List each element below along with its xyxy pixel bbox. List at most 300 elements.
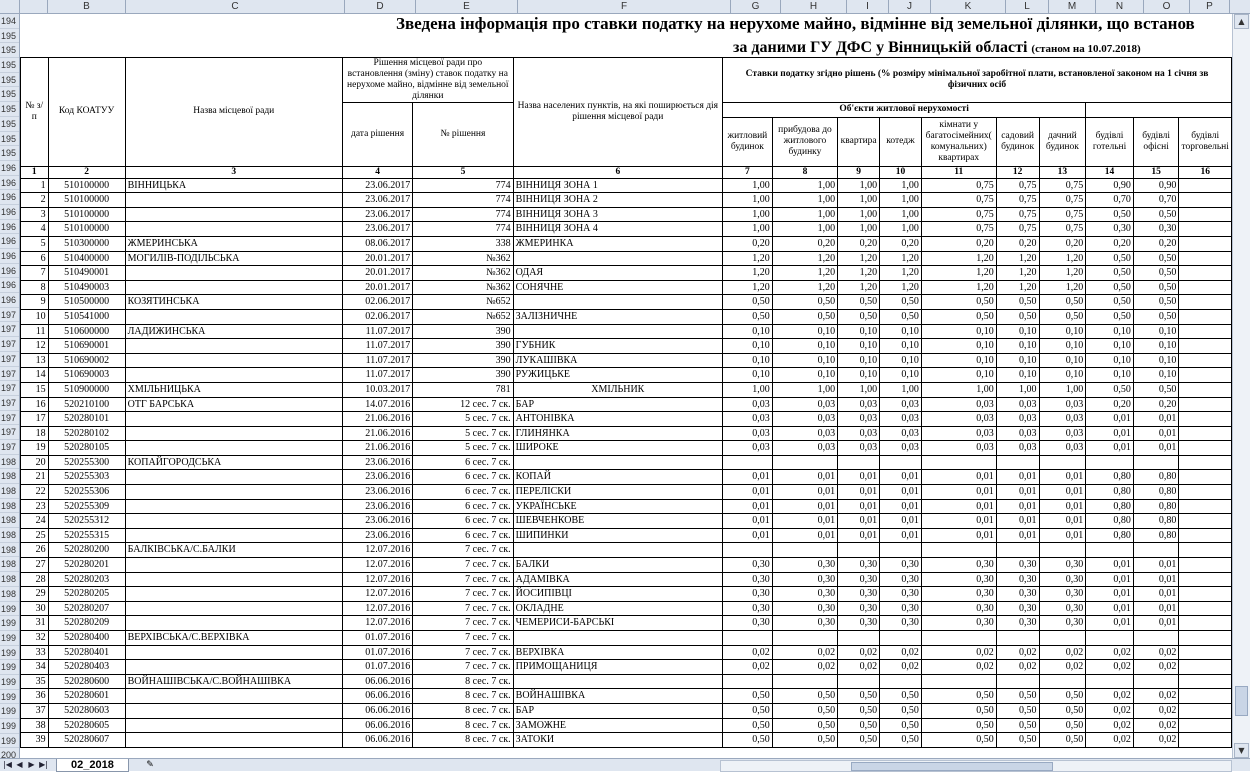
table-cell[interactable] [125, 412, 342, 427]
table-cell[interactable]: 1,20 [880, 266, 922, 281]
table-cell[interactable]: 520280607 [48, 733, 125, 748]
table-cell[interactable]: 1,00 [722, 207, 772, 222]
table-cell[interactable]: 1,20 [996, 266, 1039, 281]
table-cell[interactable]: 0,90 [1133, 178, 1179, 193]
table-cell[interactable] [1179, 689, 1232, 704]
table-cell[interactable]: 29 [21, 587, 49, 602]
table-cell[interactable]: 0,10 [996, 353, 1039, 368]
table-cell[interactable]: 0,03 [880, 397, 922, 412]
table-cell[interactable]: ВОЙНАШІВКА [513, 689, 722, 704]
table-cell[interactable]: 4 [21, 222, 49, 237]
table-cell[interactable] [1179, 251, 1232, 266]
table-cell[interactable]: 38 [21, 718, 49, 733]
table-cell[interactable]: 0,30 [996, 572, 1039, 587]
row-number[interactable]: 197 [0, 381, 19, 396]
table-cell[interactable]: 0,50 [921, 295, 996, 310]
table-cell[interactable]: 1,00 [1039, 382, 1086, 397]
table-cell[interactable]: 30 [21, 601, 49, 616]
table-cell[interactable]: 7 сес. 7 ск. [413, 587, 513, 602]
table-cell[interactable]: 0,02 [722, 645, 772, 660]
table-cell[interactable]: 0,50 [880, 295, 922, 310]
table-cell[interactable]: ЗАМОЖНЕ [513, 718, 722, 733]
table-cell[interactable]: 0,10 [1039, 368, 1086, 383]
table-cell[interactable] [1179, 222, 1232, 237]
table-cell[interactable]: 0,10 [772, 339, 837, 354]
table-cell[interactable]: ЖМЕРИНСЬКА [125, 236, 342, 251]
table-cell[interactable]: 0,02 [722, 660, 772, 675]
table-cell[interactable]: 0,01 [838, 499, 880, 514]
table-cell[interactable]: 520280603 [48, 703, 125, 718]
table-cell[interactable]: 0,50 [722, 733, 772, 748]
table-cell[interactable]: 0,50 [880, 703, 922, 718]
table-cell[interactable]: 0,02 [1133, 718, 1179, 733]
table-cell[interactable] [125, 353, 342, 368]
table-cell[interactable] [838, 543, 880, 558]
row-number[interactable]: 198 [0, 572, 19, 587]
table-cell[interactable]: 0,01 [1133, 587, 1179, 602]
table-cell[interactable] [1179, 572, 1232, 587]
table-cell[interactable]: ОДАЯ [513, 266, 722, 281]
table-cell[interactable]: 12.07.2016 [342, 601, 412, 616]
table-cell[interactable]: 0,30 [838, 572, 880, 587]
table-cell[interactable]: 02.06.2017 [342, 295, 412, 310]
table-cell[interactable]: 0,01 [921, 485, 996, 500]
table-cell[interactable]: 0,20 [1133, 397, 1179, 412]
row-number[interactable]: 199 [0, 660, 19, 675]
scroll-down-icon[interactable]: ▼ [1234, 743, 1249, 758]
table-cell[interactable] [1039, 543, 1086, 558]
table-cell[interactable]: 0,10 [1133, 353, 1179, 368]
table-cell[interactable]: 0,20 [1039, 236, 1086, 251]
table-cell[interactable]: 0,75 [996, 207, 1039, 222]
table-cell[interactable]: 32 [21, 631, 49, 646]
table-cell[interactable] [1179, 324, 1232, 339]
table-cell[interactable]: 21.06.2016 [342, 412, 412, 427]
table-cell[interactable]: 0,01 [996, 528, 1039, 543]
row-number[interactable]: 198 [0, 513, 19, 528]
table-cell[interactable]: 12.07.2016 [342, 587, 412, 602]
table-cell[interactable] [1086, 455, 1134, 470]
scroll-up-icon[interactable]: ▲ [1234, 14, 1249, 29]
table-cell[interactable]: 0,02 [1086, 703, 1134, 718]
table-cell[interactable]: 1,20 [838, 280, 880, 295]
table-cell[interactable]: 1,20 [1039, 280, 1086, 295]
table-cell[interactable]: 0,30 [921, 587, 996, 602]
table-cell[interactable] [1133, 455, 1179, 470]
table-cell[interactable]: 0,30 [1086, 222, 1134, 237]
row-number[interactable]: 200 [0, 748, 19, 758]
table-cell[interactable]: 0,10 [921, 353, 996, 368]
table-cell[interactable]: 1,00 [921, 382, 996, 397]
table-cell[interactable]: 0,01 [880, 514, 922, 529]
table-cell[interactable]: ГЛИНЯНКА [513, 426, 722, 441]
table-cell[interactable]: 14 [21, 368, 49, 383]
table-cell[interactable] [1179, 236, 1232, 251]
table-cell[interactable]: 6 [21, 251, 49, 266]
table-cell[interactable]: 6 сес. 7 ск. [413, 514, 513, 529]
table-cell[interactable]: 0,80 [1086, 470, 1134, 485]
table-cell[interactable]: 0,10 [880, 353, 922, 368]
table-cell[interactable]: 22 [21, 485, 49, 500]
sheet-tab-active[interactable]: 02_2018 [56, 759, 129, 772]
table-cell[interactable]: 06.06.2016 [342, 674, 412, 689]
table-cell[interactable]: 20.01.2017 [342, 251, 412, 266]
table-cell[interactable] [1086, 674, 1134, 689]
table-cell[interactable]: 0,80 [1133, 514, 1179, 529]
table-cell[interactable]: 0,30 [996, 587, 1039, 602]
table-cell[interactable]: 0,02 [880, 645, 922, 660]
table-cell[interactable]: 0,75 [1039, 222, 1086, 237]
table-cell[interactable]: 0,01 [880, 470, 922, 485]
table-cell[interactable]: 23.06.2016 [342, 455, 412, 470]
column-letter[interactable]: M [1049, 0, 1096, 13]
table-cell[interactable] [125, 660, 342, 675]
table-cell[interactable]: 0,02 [880, 660, 922, 675]
table-cell[interactable]: 0,02 [1133, 645, 1179, 660]
row-number[interactable]: 196 [0, 264, 19, 279]
table-cell[interactable]: 0,50 [1086, 207, 1134, 222]
table-cell[interactable]: 0,01 [1133, 426, 1179, 441]
table-cell[interactable] [1179, 441, 1232, 456]
table-cell[interactable]: 1,20 [996, 280, 1039, 295]
table-cell[interactable]: ЗАЛІЗНИЧНЕ [513, 309, 722, 324]
table-cell[interactable]: 0,75 [921, 193, 996, 208]
table-cell[interactable]: ЙОСИПІВЦІ [513, 587, 722, 602]
table-cell[interactable]: 1,00 [838, 178, 880, 193]
table-cell[interactable]: 520280105 [48, 441, 125, 456]
table-cell[interactable]: 0,90 [1086, 178, 1134, 193]
table-cell[interactable]: 0,01 [1086, 412, 1134, 427]
table-cell[interactable]: 12.07.2016 [342, 558, 412, 573]
table-cell[interactable]: 11.07.2017 [342, 368, 412, 383]
table-cell[interactable]: 0,02 [1086, 718, 1134, 733]
table-cell[interactable]: 7 [21, 266, 49, 281]
table-cell[interactable]: 15 [21, 382, 49, 397]
table-cell[interactable] [722, 455, 772, 470]
table-cell[interactable]: 0,10 [880, 324, 922, 339]
table-cell[interactable]: 0,50 [921, 689, 996, 704]
table-cell[interactable] [772, 631, 837, 646]
table-cell[interactable]: 0,01 [1133, 572, 1179, 587]
next-sheet-icon[interactable]: ▶ [28, 760, 35, 769]
table-cell[interactable]: ВЕРХІВСЬКА/С.ВЕРХІВКА [125, 631, 342, 646]
table-cell[interactable]: 0,50 [722, 309, 772, 324]
table-cell[interactable]: 0,01 [880, 485, 922, 500]
table-cell[interactable]: 0,02 [1133, 660, 1179, 675]
table-cell[interactable]: ШЕВЧЕНКОВЕ [513, 514, 722, 529]
row-number[interactable]: 196 [0, 220, 19, 235]
row-number[interactable]: 197 [0, 322, 19, 337]
table-cell[interactable]: 13 [21, 353, 49, 368]
table-cell[interactable]: 0,30 [722, 616, 772, 631]
table-cell[interactable]: 31 [21, 616, 49, 631]
table-cell[interactable]: 1,00 [772, 193, 837, 208]
table-cell[interactable]: 8 сес. 7 ск. [413, 689, 513, 704]
table-cell[interactable]: 7 сес. 7 ск. [413, 660, 513, 675]
table-cell[interactable] [772, 674, 837, 689]
table-cell[interactable]: 338 [413, 236, 513, 251]
table-cell[interactable] [772, 455, 837, 470]
table-cell[interactable]: 0,03 [838, 441, 880, 456]
vertical-scrollbar[interactable] [1232, 14, 1250, 758]
table-cell[interactable]: 0,02 [1039, 660, 1086, 675]
table-cell[interactable]: МОГИЛІВ-ПОДІЛЬСЬКА [125, 251, 342, 266]
table-cell[interactable]: 6 сес. 7 ск. [413, 470, 513, 485]
table-cell[interactable]: 0,30 [838, 558, 880, 573]
table-cell[interactable]: 8 сес. 7 ск. [413, 674, 513, 689]
column-letter[interactable]: F [518, 0, 731, 13]
table-cell[interactable]: 0,10 [772, 324, 837, 339]
table-cell[interactable]: 37 [21, 703, 49, 718]
table-cell[interactable]: 0,01 [838, 514, 880, 529]
table-cell[interactable]: 520280203 [48, 572, 125, 587]
table-cell[interactable]: 0,50 [880, 733, 922, 748]
row-number[interactable]: 196 [0, 190, 19, 205]
table-cell[interactable] [1179, 368, 1232, 383]
row-number[interactable]: 194 [0, 14, 19, 29]
table-cell[interactable]: УКРАЇНСЬКЕ [513, 499, 722, 514]
table-cell[interactable]: 0,30 [722, 572, 772, 587]
table-cell[interactable]: 510500000 [48, 295, 125, 310]
table-cell[interactable]: 390 [413, 339, 513, 354]
table-cell[interactable]: №362 [413, 280, 513, 295]
table-cell[interactable]: 0,10 [921, 339, 996, 354]
table-cell[interactable]: 510541000 [48, 309, 125, 324]
column-letter[interactable]: E [416, 0, 518, 13]
table-cell[interactable]: ЖМЕРИНКА [513, 236, 722, 251]
table-cell[interactable]: 0,30 [838, 601, 880, 616]
table-cell[interactable]: 0,80 [1133, 499, 1179, 514]
table-cell[interactable] [125, 528, 342, 543]
table-cell[interactable]: 7 сес. 7 ск. [413, 543, 513, 558]
table-cell[interactable]: 0,10 [722, 339, 772, 354]
table-cell[interactable] [125, 514, 342, 529]
table-cell[interactable] [1179, 339, 1232, 354]
table-cell[interactable]: 2 [21, 193, 49, 208]
table-cell[interactable]: 39 [21, 733, 49, 748]
table-cell[interactable] [125, 470, 342, 485]
table-cell[interactable]: 781 [413, 382, 513, 397]
table-cell[interactable]: 8 сес. 7 ск. [413, 733, 513, 748]
table-cell[interactable]: 510100000 [48, 178, 125, 193]
table-cell[interactable]: 0,50 [772, 295, 837, 310]
table-cell[interactable]: 0,03 [722, 412, 772, 427]
table-cell[interactable]: 0,01 [1133, 441, 1179, 456]
table-cell[interactable]: 0,50 [1133, 382, 1179, 397]
table-cell[interactable]: 20.01.2017 [342, 280, 412, 295]
table-cell[interactable]: 0,02 [921, 645, 996, 660]
table-cell[interactable]: 0,50 [1133, 309, 1179, 324]
table-cell[interactable]: 0,10 [880, 368, 922, 383]
row-number[interactable]: 196 [0, 278, 19, 293]
table-cell[interactable]: 520255312 [48, 514, 125, 529]
table-cell[interactable]: 1 [21, 178, 49, 193]
table-cell[interactable]: 0,80 [1133, 485, 1179, 500]
table-cell[interactable]: 16 [21, 397, 49, 412]
table-cell[interactable]: 0,03 [921, 426, 996, 441]
table-cell[interactable]: 12.07.2016 [342, 543, 412, 558]
table-cell[interactable] [1179, 674, 1232, 689]
table-cell[interactable]: 0,50 [1039, 309, 1086, 324]
table-cell[interactable]: 0,30 [772, 616, 837, 631]
table-cell[interactable]: 23.06.2016 [342, 470, 412, 485]
table-cell[interactable]: 520280605 [48, 718, 125, 733]
column-letter[interactable]: C [126, 0, 345, 13]
table-cell[interactable] [1179, 631, 1232, 646]
table-cell[interactable]: 520280101 [48, 412, 125, 427]
table-cell[interactable]: 390 [413, 368, 513, 383]
table-cell[interactable]: 0,02 [1086, 689, 1134, 704]
table-cell[interactable]: 21.06.2016 [342, 441, 412, 456]
table-cell[interactable]: 0,50 [722, 689, 772, 704]
table-cell[interactable] [125, 280, 342, 295]
table-cell[interactable]: 0,10 [921, 368, 996, 383]
table-cell[interactable]: 0,50 [722, 295, 772, 310]
table-cell[interactable] [880, 674, 922, 689]
row-number[interactable]: 195 [0, 117, 19, 132]
table-cell[interactable] [1179, 426, 1232, 441]
table-cell[interactable]: 28 [21, 572, 49, 587]
table-cell[interactable]: 0,01 [772, 499, 837, 514]
table-cell[interactable]: БАЛКИ [513, 558, 722, 573]
table-cell[interactable]: 06.06.2016 [342, 689, 412, 704]
table-cell[interactable]: 0,10 [996, 324, 1039, 339]
table-cell[interactable]: 0,30 [996, 616, 1039, 631]
table-cell[interactable]: 1,00 [772, 222, 837, 237]
table-cell[interactable] [1179, 660, 1232, 675]
table-cell[interactable]: 21 [21, 470, 49, 485]
table-cell[interactable]: 0,01 [1086, 572, 1134, 587]
table-cell[interactable]: 0,10 [772, 353, 837, 368]
table-cell[interactable] [1179, 587, 1232, 602]
table-cell[interactable] [1179, 207, 1232, 222]
table-cell[interactable] [921, 455, 996, 470]
table-cell[interactable]: 0,01 [880, 499, 922, 514]
table-cell[interactable]: 0,03 [838, 397, 880, 412]
table-cell[interactable]: 6 сес. 7 ск. [413, 485, 513, 500]
table-cell[interactable] [1179, 514, 1232, 529]
table-cell[interactable]: 0,50 [1133, 266, 1179, 281]
table-cell[interactable]: 0,30 [1039, 601, 1086, 616]
worksheet[interactable] [20, 14, 1232, 758]
row-number[interactable]: 199 [0, 719, 19, 734]
table-cell[interactable]: 1,00 [880, 193, 922, 208]
table-cell[interactable] [838, 455, 880, 470]
column-letter[interactable] [20, 0, 48, 13]
table-cell[interactable]: 5 сес. 7 ск. [413, 412, 513, 427]
row-number[interactable]: 197 [0, 367, 19, 382]
table-cell[interactable]: 0,75 [996, 193, 1039, 208]
table-cell[interactable] [1179, 616, 1232, 631]
table-cell[interactable]: 0,50 [1039, 718, 1086, 733]
table-cell[interactable]: 0,30 [880, 587, 922, 602]
table-cell[interactable]: 0,02 [1133, 689, 1179, 704]
table-cell[interactable]: 35 [21, 674, 49, 689]
table-cell[interactable] [1179, 193, 1232, 208]
table-cell[interactable]: 1,20 [880, 280, 922, 295]
column-letter[interactable]: D [345, 0, 416, 13]
table-cell[interactable]: №362 [413, 251, 513, 266]
row-number[interactable]: 196 [0, 176, 19, 191]
row-number[interactable]: 197 [0, 352, 19, 367]
table-cell[interactable]: 23.06.2016 [342, 528, 412, 543]
table-cell[interactable]: 1,20 [921, 266, 996, 281]
table-cell[interactable]: 0,01 [1086, 616, 1134, 631]
table-cell[interactable]: АНТОНІВКА [513, 412, 722, 427]
table-cell[interactable]: 17 [21, 412, 49, 427]
table-cell[interactable]: 6 сес. 7 ск. [413, 528, 513, 543]
table-cell[interactable]: 0,30 [1039, 616, 1086, 631]
table-cell[interactable] [1179, 718, 1232, 733]
table-cell[interactable]: 0,01 [1086, 558, 1134, 573]
table-cell[interactable] [513, 324, 722, 339]
table-cell[interactable] [1179, 733, 1232, 748]
table-cell[interactable]: 20.01.2017 [342, 266, 412, 281]
column-letter[interactable]: H [781, 0, 847, 13]
table-cell[interactable]: 0,50 [1086, 266, 1134, 281]
table-cell[interactable] [1039, 674, 1086, 689]
table-cell[interactable]: 520210100 [48, 397, 125, 412]
table-cell[interactable] [125, 499, 342, 514]
table-cell[interactable]: 0,10 [1133, 324, 1179, 339]
table-cell[interactable] [125, 368, 342, 383]
column-letter[interactable]: O [1144, 0, 1190, 13]
table-cell[interactable]: 0,01 [1086, 441, 1134, 456]
table-cell[interactable]: 0,10 [921, 324, 996, 339]
table-cell[interactable]: 0,30 [838, 616, 880, 631]
table-cell[interactable]: 0,75 [921, 207, 996, 222]
table-cell[interactable] [1179, 353, 1232, 368]
table-cell[interactable]: 520255303 [48, 470, 125, 485]
table-cell[interactable]: 0,30 [838, 587, 880, 602]
table-cell[interactable]: 0,30 [880, 616, 922, 631]
table-cell[interactable] [1179, 543, 1232, 558]
table-cell[interactable]: 0,30 [772, 587, 837, 602]
table-cell[interactable]: 0,01 [772, 485, 837, 500]
table-cell[interactable]: КОПАЙГОРОДСЬКА [125, 455, 342, 470]
table-cell[interactable]: 01.07.2016 [342, 660, 412, 675]
table-cell[interactable]: ПЕРЕЛІСКИ [513, 485, 722, 500]
table-cell[interactable]: ВІННИЦЬКА [125, 178, 342, 193]
table-cell[interactable]: 0,01 [1039, 514, 1086, 529]
table-cell[interactable]: 520280207 [48, 601, 125, 616]
row-number[interactable]: 195 [0, 87, 19, 102]
table-cell[interactable]: 0,75 [921, 222, 996, 237]
table-cell[interactable]: 0,50 [772, 718, 837, 733]
table-cell[interactable]: 1,00 [838, 382, 880, 397]
table-cell[interactable] [880, 543, 922, 558]
table-cell[interactable]: №652 [413, 309, 513, 324]
table-cell[interactable]: 18 [21, 426, 49, 441]
table-cell[interactable]: 0,01 [880, 528, 922, 543]
table-cell[interactable] [1179, 703, 1232, 718]
table-cell[interactable]: 0,20 [1086, 236, 1134, 251]
table-cell[interactable]: 9 [21, 295, 49, 310]
table-cell[interactable]: 0,50 [772, 309, 837, 324]
table-cell[interactable]: 0,01 [772, 514, 837, 529]
table-cell[interactable]: 1,20 [772, 280, 837, 295]
table-cell[interactable]: 27 [21, 558, 49, 573]
table-cell[interactable]: 0,50 [772, 689, 837, 704]
table-cell[interactable]: 0,01 [838, 528, 880, 543]
table-cell[interactable]: 0,10 [722, 353, 772, 368]
table-cell[interactable]: 1,20 [921, 251, 996, 266]
table-cell[interactable]: 12 сес. 7 ск. [413, 397, 513, 412]
table-cell[interactable]: 0,50 [838, 733, 880, 748]
table-cell[interactable]: 0,30 [921, 558, 996, 573]
table-cell[interactable]: 0,50 [921, 718, 996, 733]
table-cell[interactable]: 1,20 [1039, 266, 1086, 281]
